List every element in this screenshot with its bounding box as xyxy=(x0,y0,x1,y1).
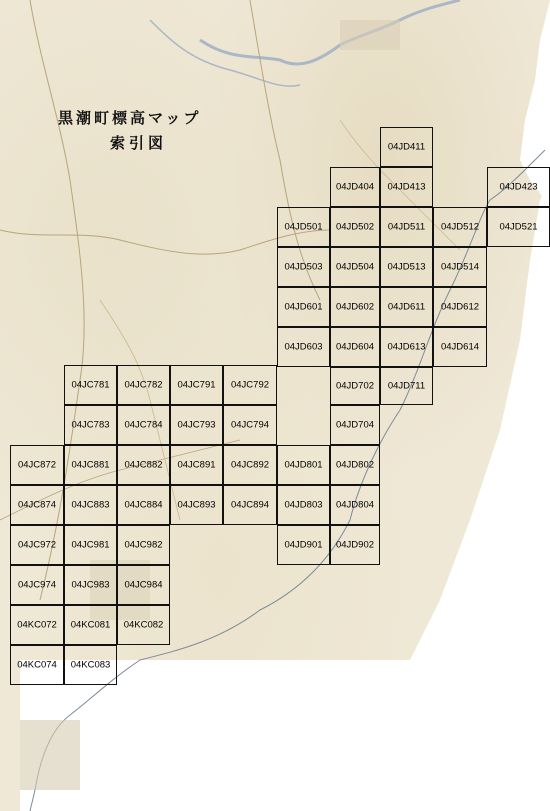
tile-04kc072[interactable] xyxy=(10,605,64,645)
tile-label: 04JC974 xyxy=(17,579,57,591)
tile-04kc074[interactable] xyxy=(10,645,64,685)
tile-04jd702[interactable] xyxy=(330,367,380,405)
tile-04jc872[interactable] xyxy=(10,445,64,485)
tile-label: 04JD514 xyxy=(440,261,480,273)
tile-04jd503[interactable] xyxy=(277,247,330,287)
tile-04jc784[interactable] xyxy=(117,405,170,445)
tile-04jd423[interactable] xyxy=(487,167,550,207)
tile-04jc881[interactable] xyxy=(64,445,117,485)
tile-label: 04JD804 xyxy=(335,499,375,511)
river xyxy=(200,0,460,64)
map-subtitle: 索引図 xyxy=(110,134,168,152)
tile-04jd513[interactable] xyxy=(380,247,433,287)
tile-04jd502[interactable] xyxy=(330,207,380,247)
tile-04jd601[interactable] xyxy=(277,287,330,327)
tile-04jd611[interactable] xyxy=(380,287,433,327)
tile-label: 04JD902 xyxy=(335,539,375,551)
tile-label: 04JD603 xyxy=(284,341,323,353)
tile-label: 04KC083 xyxy=(70,659,111,671)
tile-label: 04JD614 xyxy=(440,341,480,353)
tile-label: 04JD513 xyxy=(387,261,426,273)
tile-label: 04JC882 xyxy=(124,459,163,471)
tile-04jc894[interactable] xyxy=(223,485,277,525)
tile-label: 04JC874 xyxy=(17,499,57,511)
tile-label: 04JD512 xyxy=(440,221,480,233)
tile-04jd602[interactable] xyxy=(330,287,380,327)
tile-04jd512[interactable] xyxy=(433,207,487,247)
tile-label: 04JD901 xyxy=(284,539,323,551)
tile-04jc791[interactable] xyxy=(170,365,223,405)
tile-04jc982[interactable] xyxy=(117,525,170,565)
tile-label: 04JC884 xyxy=(124,499,163,511)
tile-04jd404[interactable] xyxy=(330,167,380,207)
tile-label: 04JD503 xyxy=(284,261,323,273)
tile-label: 04KC082 xyxy=(123,619,164,631)
tile-04jc792[interactable] xyxy=(223,365,277,405)
tile-label: 04JC794 xyxy=(230,419,270,431)
tile-label: 04JC782 xyxy=(124,379,163,391)
tile-label: 04JD803 xyxy=(284,499,323,511)
tile-label: 04JC893 xyxy=(177,499,216,511)
tile-04jd504[interactable] xyxy=(330,247,380,287)
tile-04jd804[interactable] xyxy=(330,485,380,525)
tile-04jd803[interactable] xyxy=(277,485,330,525)
tile-04jd511[interactable] xyxy=(380,207,433,247)
tile-label: 04JC783 xyxy=(71,419,110,431)
tile-label: 04JC872 xyxy=(17,459,57,471)
tile-04jd711[interactable] xyxy=(380,367,433,405)
tile-label: 04JC784 xyxy=(124,419,163,431)
tile-label: 04JD502 xyxy=(335,221,375,233)
map-title: 黒潮町標高マップ xyxy=(58,109,202,127)
tile-label: 04JD413 xyxy=(387,181,426,193)
tile-04jc884[interactable] xyxy=(117,485,170,525)
tile-04jd413[interactable] xyxy=(380,167,433,207)
tile-label: 04JD602 xyxy=(335,301,375,313)
tile-label: 04JC792 xyxy=(230,379,270,391)
tile-label: 04JD613 xyxy=(387,341,426,353)
tile-04kc082[interactable] xyxy=(117,605,170,645)
tile-04jd614[interactable] xyxy=(433,327,487,367)
tile-label: 04JD601 xyxy=(284,301,323,313)
tile-label: 04JC984 xyxy=(124,579,163,591)
tile-04jd612[interactable] xyxy=(433,287,487,327)
tile-04jd514[interactable] xyxy=(433,247,487,287)
tile-label: 04JD612 xyxy=(440,301,480,313)
tile-04jd521[interactable] xyxy=(487,207,550,247)
tile-04jc793[interactable] xyxy=(170,405,223,445)
tile-label: 04JD423 xyxy=(499,181,538,193)
tile-label: 04JC881 xyxy=(71,459,110,471)
tile-04jd603[interactable] xyxy=(277,327,330,367)
tile-label: 04JD511 xyxy=(387,221,426,233)
tile-label: 04JC972 xyxy=(17,539,57,551)
tile-04jd604[interactable] xyxy=(330,327,380,367)
tile-label: 04JC982 xyxy=(124,539,163,551)
tile-04kc083[interactable] xyxy=(64,645,117,685)
tile-04jc984[interactable] xyxy=(117,565,170,605)
tile-04jd802[interactable] xyxy=(330,445,380,485)
tile-04jc893[interactable] xyxy=(170,485,223,525)
tile-label: 04JC981 xyxy=(71,539,110,551)
tile-label: 04JD404 xyxy=(335,181,375,193)
tile-label: 04JD521 xyxy=(499,221,538,233)
tile-04jc782[interactable] xyxy=(117,365,170,405)
tile-04jc883[interactable] xyxy=(64,485,117,525)
tile-04jc882[interactable] xyxy=(117,445,170,485)
tile-04jc981[interactable] xyxy=(64,525,117,565)
tile-label: 04JD711 xyxy=(387,380,426,392)
tile-04jc892[interactable] xyxy=(223,445,277,485)
tile-04jd801[interactable] xyxy=(277,445,330,485)
tile-label: 04JC894 xyxy=(230,499,270,511)
tile-label: 04JD604 xyxy=(335,341,375,353)
tile-label: 04KC074 xyxy=(17,659,57,671)
tile-04jc983[interactable] xyxy=(64,565,117,605)
tile-label: 04JD802 xyxy=(335,459,375,471)
tile-04jc781[interactable] xyxy=(64,365,117,405)
tile-04jd501[interactable] xyxy=(277,207,330,247)
tile-04jd613[interactable] xyxy=(380,327,433,367)
tile-label: 04JD704 xyxy=(335,419,375,431)
tile-label: 04JD702 xyxy=(335,380,375,392)
tile-label: 04JC883 xyxy=(71,499,110,511)
tile-04jd902[interactable] xyxy=(330,525,380,565)
tile-label: 04JC891 xyxy=(177,459,216,471)
tile-label: 04JC793 xyxy=(177,419,216,431)
tile-label: 04KC072 xyxy=(17,619,57,631)
tile-label: 04JD504 xyxy=(335,261,375,273)
tile-04jc794[interactable] xyxy=(223,405,277,445)
tile-label: 04JD801 xyxy=(284,459,323,471)
tile-label: 04JD411 xyxy=(387,141,426,153)
tile-04jc891[interactable] xyxy=(170,445,223,485)
tile-label: 04JD501 xyxy=(284,221,323,233)
tile-label: 04JC892 xyxy=(230,459,270,471)
tile-04jc783[interactable] xyxy=(64,405,117,445)
tile-04kc081[interactable] xyxy=(64,605,117,645)
tile-label: 04JC781 xyxy=(71,379,110,391)
tile-04jc874[interactable] xyxy=(10,485,64,525)
tile-04jd411[interactable] xyxy=(380,127,433,167)
tile-04jd704[interactable] xyxy=(330,405,380,445)
tile-label: 04JC983 xyxy=(71,579,110,591)
tile-04jc974[interactable] xyxy=(10,565,64,605)
tile-label: 04JC791 xyxy=(177,379,216,391)
tile-label: 04JD611 xyxy=(387,301,426,313)
tile-04jd901[interactable] xyxy=(277,525,330,565)
tile-label: 04KC081 xyxy=(70,619,111,631)
tile-04jc972[interactable] xyxy=(10,525,64,565)
